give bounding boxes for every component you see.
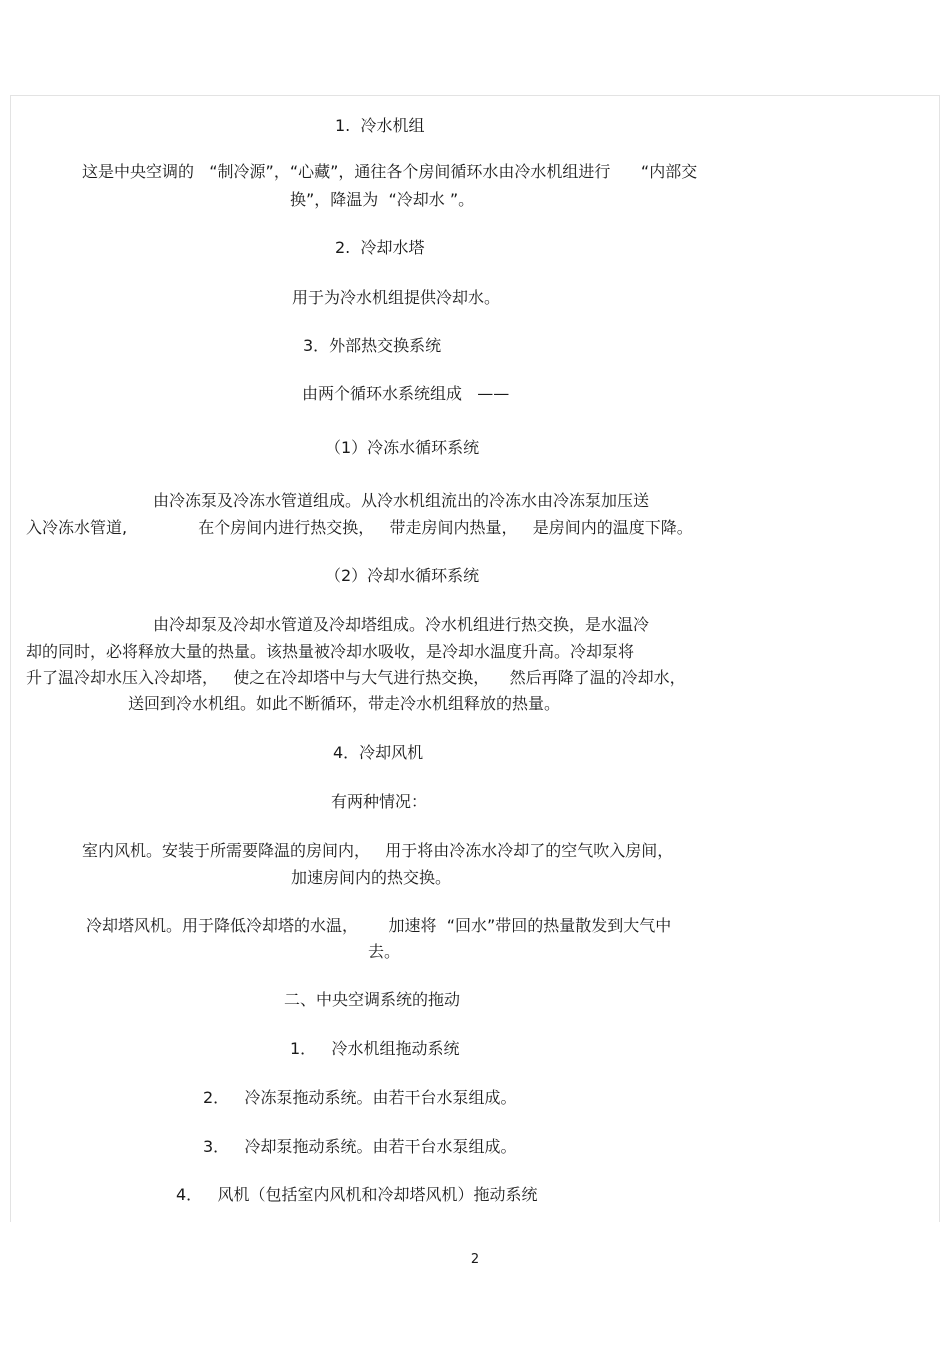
- paragraph-line: 用于为冷水机组提供冷却水。: [292, 288, 501, 307]
- paragraph-line: 由冷冻泵及冷冻水管道组成。从冷水机组流出的冷冻水由冷冻泵加压送: [153, 491, 650, 510]
- paragraph-line: 这是中央空调的 “制冷源”，“心藏”，通往各个房间循环水由冷水机组进行 “内部交: [82, 162, 698, 181]
- paragraph-line: 换”，降温为 “冷却水 ”。: [290, 190, 475, 209]
- heading-cooling-tower: 2. 冷却水塔: [335, 238, 425, 257]
- paragraph-line: 有两种情况：: [331, 792, 428, 811]
- paragraph-line: 加速房间内的热交换。: [291, 868, 452, 887]
- list-item: 1． 冷水机组拖动系统: [290, 1039, 460, 1058]
- heading-cooling-fan: 4．冷却风机: [333, 743, 424, 762]
- list-item: 4． 风机（包括室内风机和冷却塔风机）拖动系统: [176, 1185, 538, 1204]
- paragraph-line: 去。: [368, 942, 401, 961]
- list-item: 2． 冷冻泵拖动系统。由若干台水泵组成。: [203, 1088, 517, 1107]
- paragraph-line: 入冷冻水管道, 在个房间内进行热交换， 带走房间内热量， 是房间内的温度下降。: [26, 518, 693, 537]
- section-heading-drive: 二、中央空调系统的拖动: [284, 990, 461, 1009]
- paragraph-line: 送回到冷水机组。如此不断循环，带走冷水机组释放的热量。: [128, 694, 561, 713]
- subheading-chilled-water: （1）冷冻水循环系统: [325, 438, 480, 457]
- page-number: 2: [470, 1252, 480, 1267]
- paragraph-line: 升了温冷却水压入冷却塔， 使之在冷却塔中与大气进行热交换， 然后再降了温的冷却水，: [26, 668, 686, 687]
- paragraph-line: 冷却塔风机。用于降低冷却塔的水温， 加速将 “回水”带回的热量散发到大气中: [86, 916, 672, 935]
- list-item: 3． 冷却泵拖动系统。由若干台水泵组成。: [203, 1137, 517, 1156]
- heading-chiller: 1. 冷水机组: [335, 116, 425, 135]
- paragraph-line: 由冷却泵及冷却水管道及冷却塔组成。冷水机组进行热交换，是水温冷: [153, 615, 650, 634]
- paragraph-line: 却的同时，必将释放大量的热量。该热量被冷却水吸收，是冷却水温度升高。冷却泵将: [26, 642, 635, 661]
- paragraph-line: 由两个循环水系统组成 ——: [302, 384, 510, 403]
- paragraph-line: 室内风机。安装于所需要降温的房间内， 用于将由冷冻水冷却了的空气吹入房间，: [82, 841, 674, 860]
- subheading-cooling-water: （2）冷却水循环系统: [325, 566, 480, 585]
- heading-heat-exchange: 3．外部热交换系统: [303, 336, 442, 355]
